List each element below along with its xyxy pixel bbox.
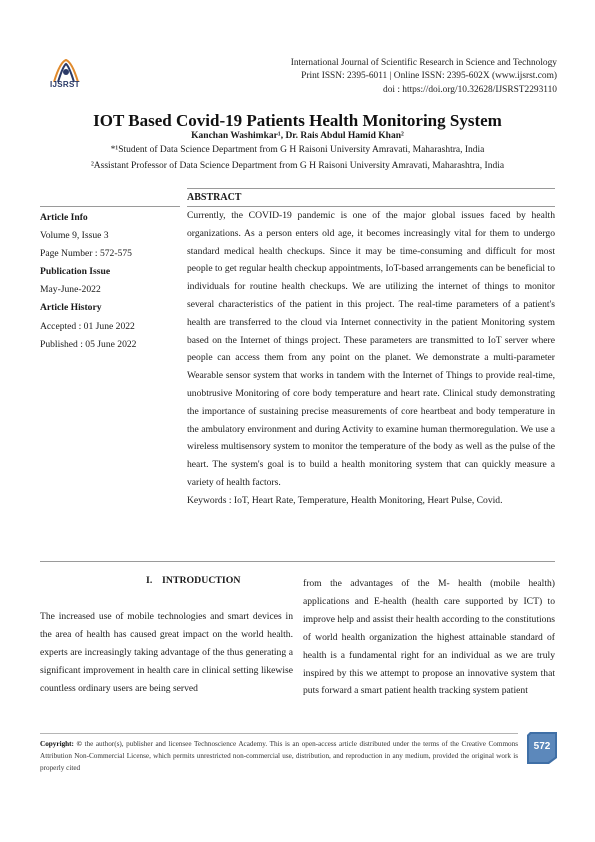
introduction-paragraph-2: from the advantages of the M- health (mobile health) applications and E-health (health care supported by ICT) to improve help and assist their health according to the constitutions of world health organization the highest attainable standard of health is a fundamental right for an individual as we are truly inspired by this we attempt to propose an innovative system that puts forward a smart patient health tracking system patient bbox=[303, 578, 555, 697]
affiliation-1: *¹Student of Data Science Department from G H Raisoni University Amravati, Maharashtra, India bbox=[110, 145, 485, 155]
publication-issue: May-June-2022 bbox=[40, 284, 101, 296]
abstract-keywords: Keywords : IoT, Heart Rate, Temperature, Health Monitoring, Heart Pulse, Covid. bbox=[187, 494, 503, 506]
paper-authors: Kanchan Washimkar¹, Dr. Rais Abdul Hamid Khan² bbox=[191, 131, 404, 141]
accepted-date: Accepted : 01 June 2022 bbox=[40, 320, 135, 332]
introduction-paragraph-1: The increased use of mobile technologies and smart devices in the area of health has caused great impact on the world health. experts are increasingly taking advantage of the thus generating a significant improvement in health care in clinical setting likewise countless ordinary users are being served bbox=[40, 611, 293, 694]
abstract-text: Currently, the COVID-19 pandemic is one of the major global issues faced by health organizations. As a person enters old age, it becomes increasingly vital for them to undergo standard medical health checkups. Since it may be time-consuming and difficult for most people to get regular health checkup appointments, IoT-based arrangements can be beneficial to individuals for routine health checkups. We are utilizing the internet of things to monitor several characteristics of the patient in this project. The real-time parameters of a patient's health are transferred to the cloud via Internet connectivity in the patient Monitoring system based on the Internet of things project. These parameters are transmitted to IoT server where people can access them from any point on the planet. We demonstrate a multi-parameter Wearable sensor system that works in tandem with the Internet of Things to provide real-time, unobtrusive Monitoring of core body temperature and heart rate. Clinical study demonstrating the importance of sustaining precise measurements of core heartbeat and body temperature in the ambulatory environment and during Activity to examine human thermoregulation. We use a wireless multisensory system to monitor the temperature of the body as well as the pulse of the heart. The system's goal is to build a health monitoring system that can quickly measure a variety of health factors. bbox=[187, 210, 555, 488]
journal-issn: Print ISSN: 2395-6011 | Online ISSN: 2395-602X (www.ijsrst.com) bbox=[301, 71, 557, 82]
journal-header bbox=[291, 57, 557, 97]
introduction-column-2 bbox=[303, 575, 555, 700]
journal-name: International Journal of Scientific Research in Science and Technology bbox=[290, 58, 557, 68]
publication-issue-heading: Publication Issue bbox=[40, 266, 111, 278]
page-number-badge bbox=[527, 732, 557, 764]
journal-doi[interactable]: doi : https://doi.org/10.32628/IJSRST2293110 bbox=[383, 84, 557, 95]
copyright-label: Copyright: bbox=[40, 740, 74, 748]
article-info bbox=[40, 209, 180, 354]
license-text: the author(s), publisher and licensee Technoscience Academy. This is an open-access article distributed under the terms of the Creative Commons Attribution Non-Commercial License, which permits unrestricted non-commercial use, distribution, and reproduction in any medium, provided the original work is properly cited bbox=[40, 740, 519, 772]
introduction-heading: I. INTRODUCTION bbox=[146, 575, 241, 586]
article-pages: Page Number : 572-575 bbox=[40, 248, 132, 260]
page-number: 572 bbox=[533, 741, 551, 752]
abstract-top-rule bbox=[187, 188, 555, 189]
paper-title: IOT Based Covid-19 Patients Health Monitoring System bbox=[93, 111, 502, 130]
article-info-heading: Article Info bbox=[40, 212, 88, 223]
logo-text: IJSRST bbox=[50, 80, 80, 89]
footer-license bbox=[40, 738, 518, 774]
published-date: Published : 05 June 2022 bbox=[40, 338, 137, 350]
footer-rule bbox=[40, 733, 518, 734]
copyright-symbol: © bbox=[76, 740, 82, 748]
article-history-heading: Article History bbox=[40, 302, 102, 314]
article-info-rule bbox=[40, 206, 180, 207]
abstract-body bbox=[187, 207, 555, 510]
article-volume: Volume 9, Issue 3 bbox=[40, 230, 109, 242]
introduction-column-1 bbox=[40, 608, 293, 698]
abstract-heading: ABSTRACT bbox=[187, 192, 242, 203]
affiliation-2: ²Assistant Professor of Data Science Department from G H Raisoni University Amravati, Maharashtra, India bbox=[90, 161, 505, 171]
abstract-bottom-rule bbox=[40, 561, 555, 562]
